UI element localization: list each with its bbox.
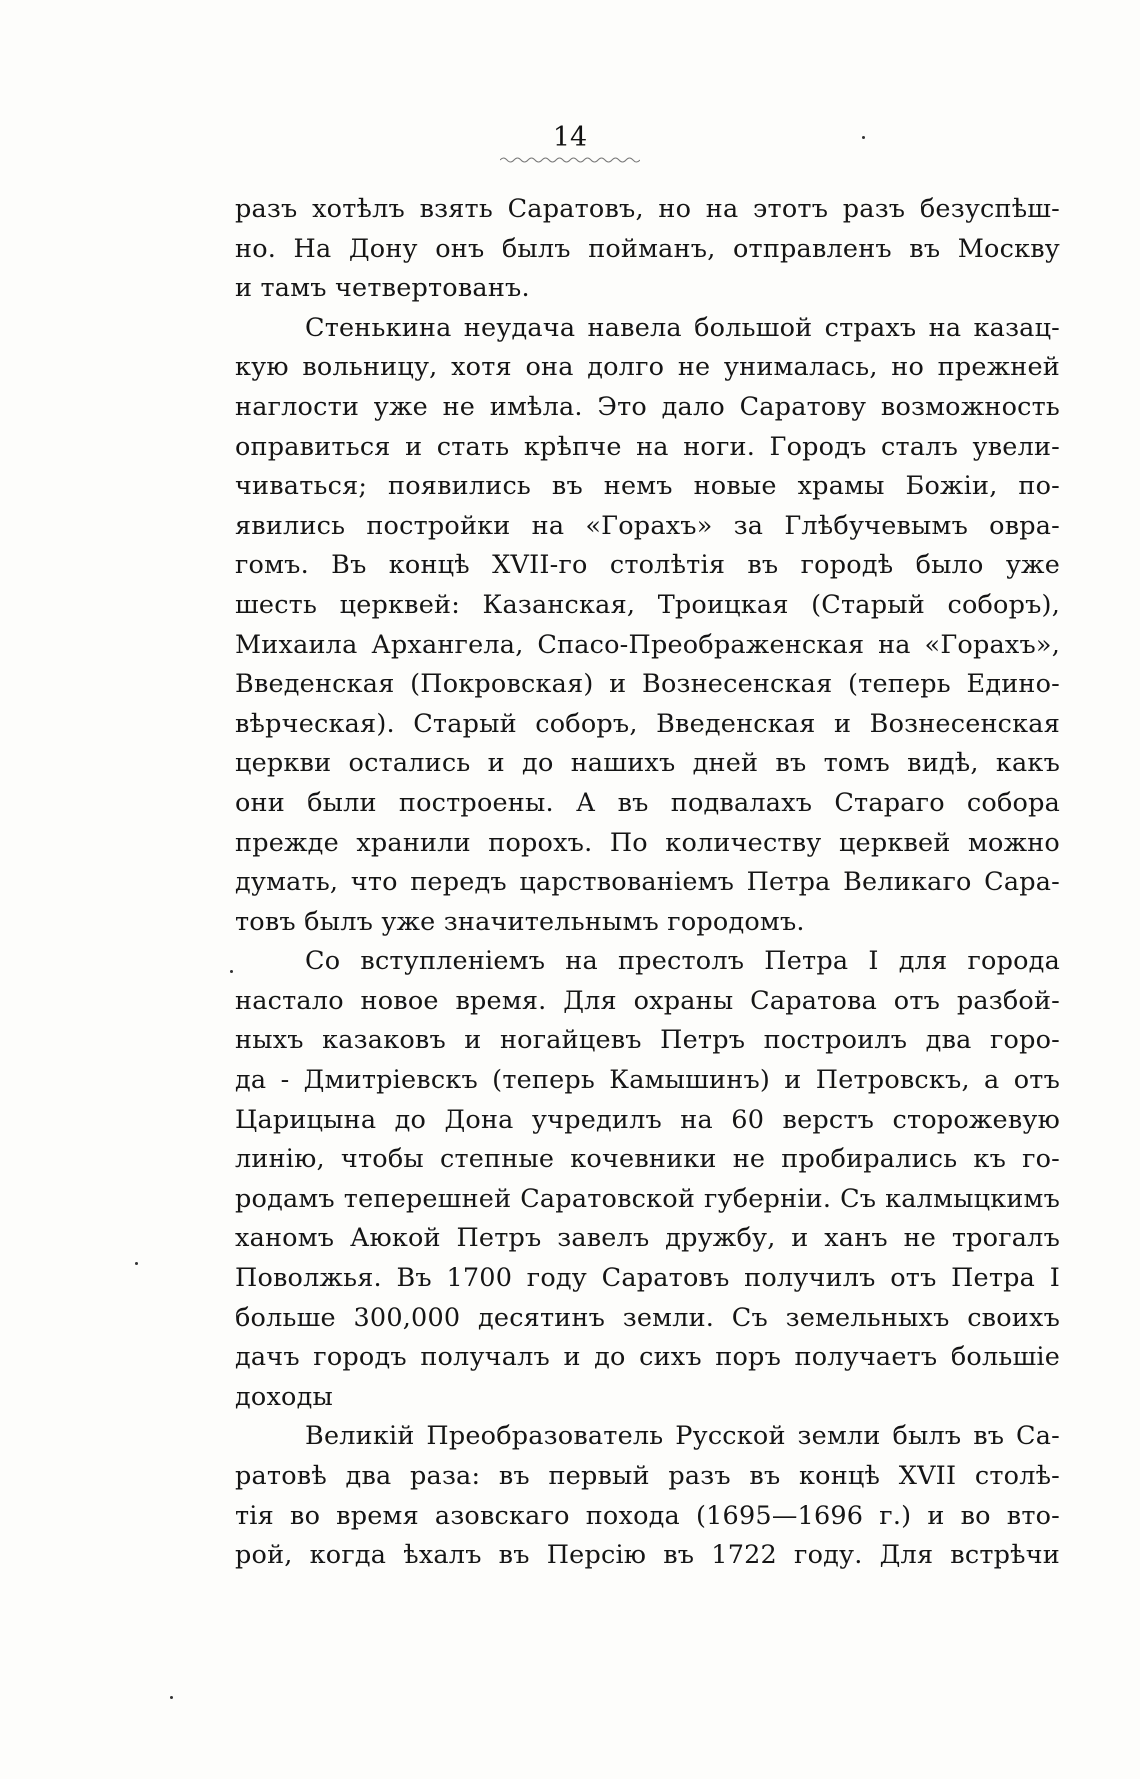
text-line: Введенская (Покровская) и Вознесенская (теперь Едино- [235,669,1060,700]
text-line: больше 300,000 десятинъ земли. Съ земельныхъ своихъ [235,1302,1060,1333]
page-body-text [235,190,1060,1576]
scan-speck [862,136,865,139]
text-line: наглости уже не имѣла. Это дало Саратову возможность [235,391,1060,422]
paragraph-4 [235,1417,1060,1575]
scan-speck [230,970,233,973]
text-line: Великій Преобразователь Русской земли былъ въ Са- [305,1421,1060,1452]
text-line: кую вольницу, хотя она долго не унималась, но прежней [235,352,1060,383]
text-line: думать, что передъ царствованіемъ Петра Великаго Сара- [235,867,1060,898]
text-line: ратовѣ два раза: въ первый разъ въ концѣ XVII столѣ- [235,1461,1060,1491]
text-line: Михаила Архангела, Спасо-Преображенская на «Горахъ», [235,629,1060,660]
scan-speck [135,1262,138,1265]
text-line: гомъ. Въ концѣ XVII-го столѣтія въ городѣ было уже [235,550,1060,581]
text-line: товъ былъ уже значительнымъ городомъ. [235,906,805,937]
text-line: и тамъ четвертованъ. [235,273,530,304]
text-line: Со вступленіемъ на престолъ Петра I для города [305,946,1060,977]
text-line: Царицына до Дона учредилъ на 60 верстъ сторожевую [235,1104,1060,1135]
text-line: вѣрческая). Старый соборъ, Введенская и Вознесенская [235,708,1060,739]
paragraph-1 [235,190,1060,309]
text-line: дачъ городъ получалъ и до сихъ поръ получаетъ большіе [235,1342,1060,1373]
text-line: разъ хотѣлъ взять Саратовъ, но на этотъ разъ безуспѣш- [235,194,1060,224]
paragraph-3 [235,942,1060,1417]
page-header [0,122,1140,164]
text-line: родамъ теперешней Саратовской губерніи. Съ калмыцкимъ [235,1183,1060,1214]
scan-speck [170,1696,173,1699]
text-line: тія во время азовскаго похода (1695—1696 г.) и во вто- [235,1500,1060,1531]
text-line: шесть церквей: Казанская, Троицкая (Старый соборъ), [235,589,1060,620]
text-line: доходы [235,1381,333,1412]
paragraph-2 [235,309,1060,943]
text-line: они были построены. А въ подвалахъ Стараго собора [235,787,1060,818]
text-line: линію, чтобы степные кочевники не пробирались къ го- [235,1144,1060,1175]
text-line: Стенькина неудача навела большой страхъ на казац- [305,312,1060,343]
text-line: настало новое время. Для охраны Саратова отъ разбой- [235,985,1060,1016]
text-line: чиваться; появились въ немъ новые храмы Божіи, по- [235,471,1060,502]
text-line: рой, когда ѣхалъ въ Персію въ 1722 году. Для встрѣчи [235,1540,1060,1571]
text-line: прежде хранили порохъ. По количеству церквей можно [235,827,1060,858]
text-line: явились постройки на «Горахъ» за Глѣбучевымъ овра- [235,510,1060,541]
text-line: ханомъ Аюкой Петръ завелъ дружбу, и ханъ не трогалъ [235,1223,1060,1254]
page-number: 14 [552,122,588,153]
text-line: Поволжья. Въ 1700 году Саратовъ получилъ отъ Петра I [235,1263,1060,1294]
text-line: но. На Дону онъ былъ пойманъ, отправленъ въ Москву [235,233,1060,264]
text-line: да - Дмитріевскъ (теперь Камышинъ) и Петровскъ, а отъ [235,1065,1060,1096]
text-line: оправиться и стать крѣпче на ноги. Городъ сталъ увели- [235,431,1060,462]
text-line: церкви остались и до нашихъ дней въ томъ видѣ, какъ [235,748,1060,779]
text-line: ныхъ казаковъ и ногайцевъ Петръ построилъ два горо- [235,1025,1060,1056]
wavy-ornament-icon [500,156,640,164]
